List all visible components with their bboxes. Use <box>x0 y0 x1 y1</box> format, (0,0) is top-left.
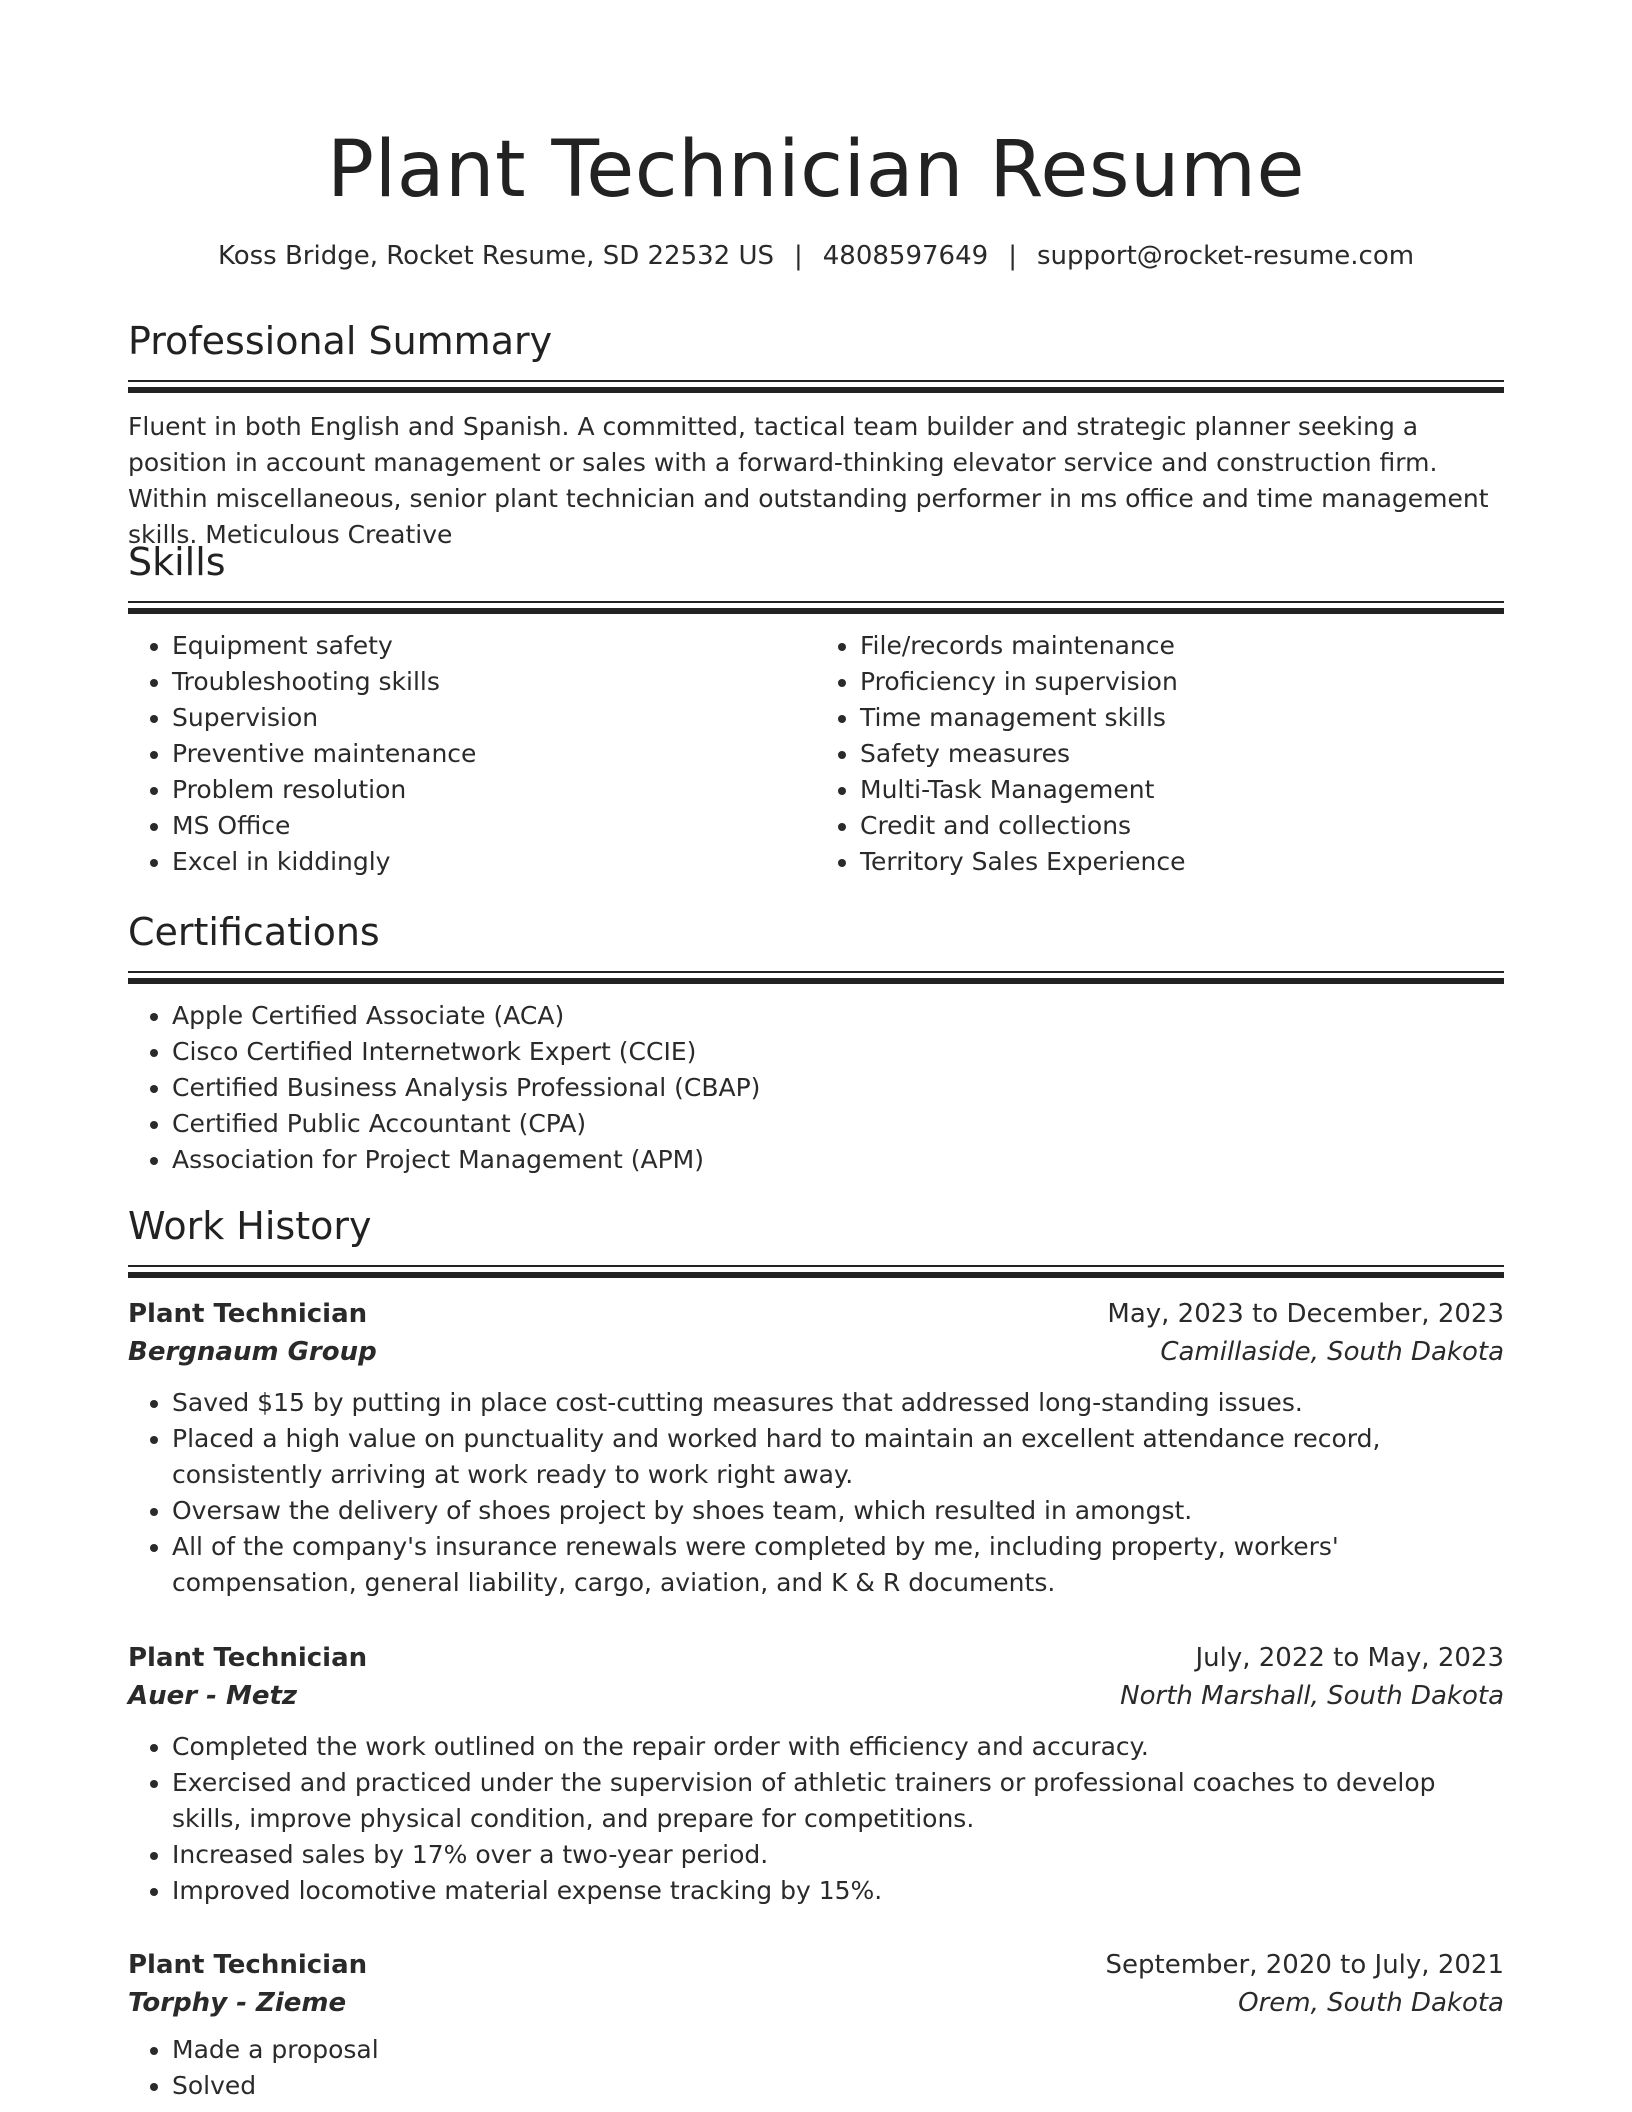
job-entry <box>128 1295 1504 1601</box>
job-subheader <box>128 1677 1504 1715</box>
job-entry <box>128 1946 1504 2104</box>
certification-item: • Certified Public Accountant (CPA) <box>172 1106 1504 1142</box>
job-bullet: • Made a proposal <box>172 2032 1504 2068</box>
skill-item: • MS Office <box>172 808 816 844</box>
job-title: Plant Technician <box>128 1950 368 1980</box>
section-rule <box>128 978 1504 984</box>
certification-item: • Association for Project Management (APM) <box>172 1142 1504 1178</box>
skill-item: • Safety measures <box>860 736 1504 772</box>
job-header <box>128 1946 1504 1984</box>
skill-item: • Equipment safety <box>172 628 816 664</box>
job-company: Torphy - Zieme <box>128 1988 347 2018</box>
skills-list-right <box>816 628 1504 880</box>
section-work-history <box>128 1201 1504 1278</box>
contact-line <box>128 238 1504 274</box>
skill-item: • Proficiency in supervision <box>860 664 1504 700</box>
job-dates: September, 2020 to July, 2021 <box>1105 1950 1504 1980</box>
job-company: Auer - Metz <box>128 1681 298 1711</box>
section-certifications <box>128 907 1504 1178</box>
job-bullets <box>128 1729 1504 1909</box>
certifications-list <box>128 998 1504 1178</box>
job-title: Plant Technician <box>128 1299 368 1329</box>
skill-item: • Problem resolution <box>172 772 816 808</box>
section-rule <box>128 971 1504 973</box>
certification-item: • Apple Certified Associate (ACA) <box>172 998 1504 1034</box>
job-bullets <box>128 1385 1504 1601</box>
job-location: North Marshall, South Dakota <box>1120 1681 1504 1711</box>
job-bullet: • Exercised and practiced under the supervision of athletic trainers or professional coaches to develop skills, improve physical condition, and prepare for competitions. <box>172 1765 1504 1837</box>
job-bullet: • Increased sales by 17% over a two-year period. <box>172 1837 1504 1873</box>
job-subheader <box>128 1333 1504 1371</box>
skill-item: • Supervision <box>172 700 816 736</box>
section-rule <box>128 1265 1504 1267</box>
job-company: Bergnaum Group <box>128 1337 377 1367</box>
certification-item: • Certified Business Analysis Professional (CBAP) <box>172 1070 1504 1106</box>
section-rule <box>128 380 1504 382</box>
section-heading: Skills <box>128 540 226 584</box>
job-title: Plant Technician <box>128 1643 368 1673</box>
job-entry <box>128 1639 1504 1909</box>
section-rule <box>128 1272 1504 1278</box>
job-bullet: • Saved $15 by putting in place cost-cutting measures that addressed long-standing issues. <box>172 1385 1504 1421</box>
contact-email: support@rocket-resume.com <box>1036 241 1415 271</box>
job-bullet: • Improved locomotive material expense tracking by 15%. <box>172 1873 1504 1909</box>
summary-text: Fluent in both English and Spanish. A committed, tactical team builder and strategic planner seeking a position in account management or sales with a forward-thinking elevator service and construction firm. Within miscellaneous, senior plant technician and outstanding performer in ms office and time management skills. Meticulous Creative <box>128 412 1489 549</box>
skill-item: • Preventive maintenance <box>172 736 816 772</box>
job-dates: July, 2022 to May, 2023 <box>1195 1643 1504 1673</box>
job-bullet: • Solved <box>172 2068 1504 2104</box>
contact-separator: | <box>794 241 803 271</box>
job-bullets <box>128 2032 1504 2104</box>
contact-phone: 4808597649 <box>822 241 989 271</box>
skill-item: • Credit and collections <box>860 808 1504 844</box>
job-dates: May, 2023 to December, 2023 <box>1107 1299 1504 1329</box>
job-bullet: • Oversaw the delivery of shoes project by shoes team, which resulted in amongst. <box>172 1493 1504 1529</box>
job-bullet: • Completed the work outlined on the repair order with efficiency and accuracy. <box>172 1729 1504 1765</box>
skills-list-left <box>128 628 816 880</box>
section-professional-summary <box>128 316 1504 553</box>
contact-separator: | <box>1008 241 1017 271</box>
skill-item: • Excel in kiddingly <box>172 844 816 880</box>
section-heading: Certifications <box>128 910 380 954</box>
skill-item: • Troubleshooting skills <box>172 664 816 700</box>
section-rule <box>128 601 1504 603</box>
job-location: Camillaside, South Dakota <box>1160 1337 1504 1367</box>
job-bullet: • All of the company's insurance renewals were completed by me, including property, workers' compensation, general liability, cargo, aviation, and K & R documents. <box>172 1529 1504 1601</box>
section-skills <box>128 537 1504 880</box>
job-header <box>128 1295 1504 1333</box>
section-heading: Professional Summary <box>128 319 553 363</box>
resume-title: Plant Technician Resume <box>327 125 1305 215</box>
section-rule <box>128 387 1504 393</box>
skill-item: • File/records maintenance <box>860 628 1504 664</box>
job-subheader <box>128 1984 1504 2022</box>
job-bullet: • Placed a high value on punctuality and worked hard to maintain an excellent attendance record, consistently arriving at work ready to work right away. <box>172 1421 1504 1493</box>
skills-columns <box>128 628 1504 880</box>
certification-item: • Cisco Certified Internetwork Expert (CCIE) <box>172 1034 1504 1070</box>
skill-item: • Territory Sales Experience <box>860 844 1504 880</box>
job-location: Orem, South Dakota <box>1238 1988 1504 2018</box>
section-rule <box>128 608 1504 614</box>
job-header <box>128 1639 1504 1677</box>
skill-item: • Multi-Task Management <box>860 772 1504 808</box>
contact-address: Koss Bridge, Rocket Resume, SD 22532 US <box>217 241 774 271</box>
section-heading: Work History <box>128 1204 372 1248</box>
skill-item: • Time management skills <box>860 700 1504 736</box>
